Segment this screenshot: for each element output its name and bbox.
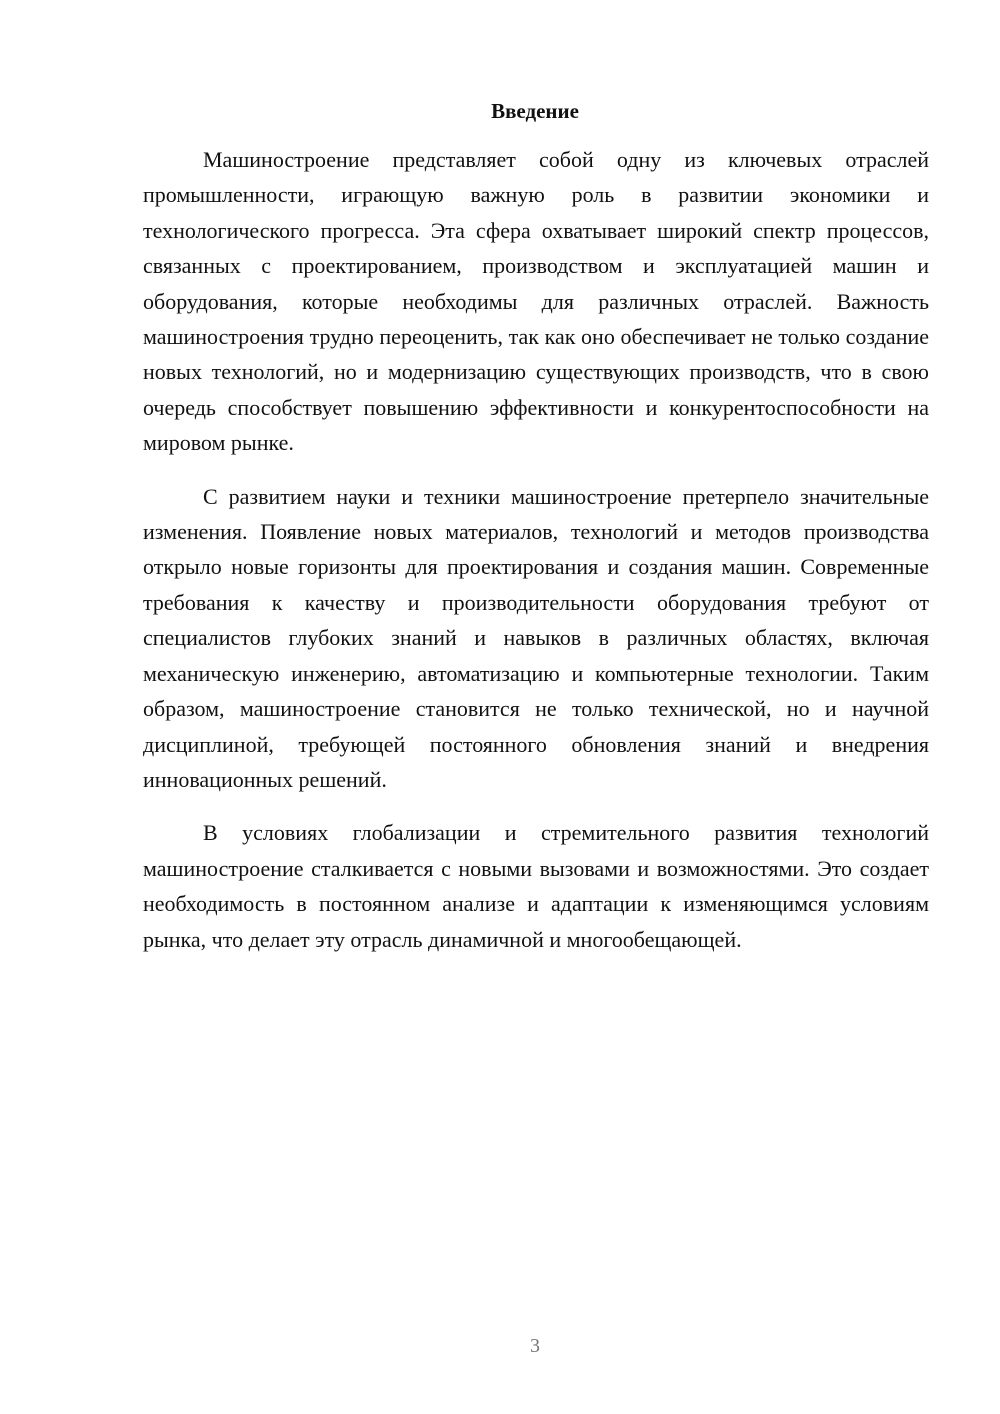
paragraph-2: С развитием науки и техники машиностроение претерпело значительные изменения. Появление новых материалов, технологий и методов производства открыло новые горизонты для проектирования и создания машин. Современные требования к качеству и производительности оборудования требуют от специалистов глубоких знаний и навыков в различных областях, включая механическую инженерию, автоматизацию и компьютерные технологии. Таким образом, машиностроение становится не только технической, но и научной дисциплиной, требующей постоянного обновления знаний и внедрения инновационных решений. (143, 483, 929, 792)
page-number: 3 (530, 1335, 540, 1357)
body-text (143, 142, 929, 957)
section-title: Введение (491, 99, 579, 123)
paragraph-3: В условиях глобализации и стремительного развития технологий машиностроение сталкивается с новыми вызовами и возможностями. Это создает необходимость в постоянном анализе и адаптации к изменяющимся условиям рынка, что делает эту отрасль динамичной и многообещающей. (143, 820, 929, 952)
paragraph-1: Машиностроение представляет собой одну из ключевых отраслей промышленности, играющую важную роль в развитии экономики и технологического прогресса. Эта сфера охватывает широкий спектр процессов, связанных с проектированием, производством и эксплуатацией машин и оборудования, которые необходимы для различных отраслей. Важность машиностроения трудно переоценить, так как оно обеспечивает не только создание новых технологий, но и модернизацию существующих производств, что в свою очередь способствует повышению эффективности и конкурентоспособности на мировом рынке. (143, 147, 929, 456)
